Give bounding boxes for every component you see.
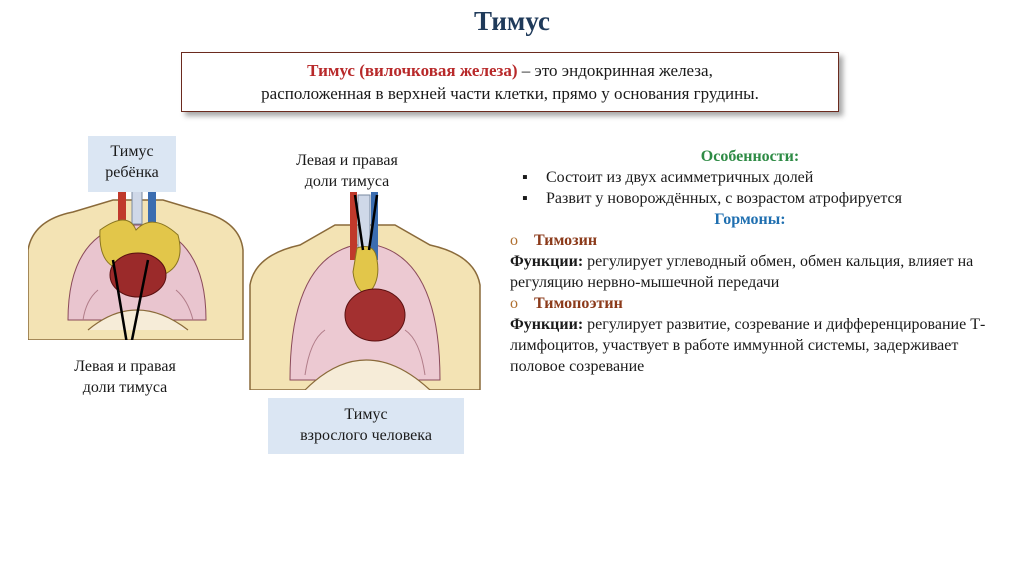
circle-bullet-icon: o — [510, 232, 518, 249]
adult-lobes-label-line-1: Левая и правая — [296, 152, 398, 169]
definition-line-1 — [182, 59, 838, 82]
adult-lobes-label — [262, 150, 432, 192]
definition-box — [181, 52, 839, 112]
bullet-icon: ▪ — [522, 169, 528, 186]
hormones-header: Гормоны: — [714, 211, 786, 228]
hormone-item — [510, 230, 990, 293]
child-lobes-label-line-2: доли тимуса — [82, 379, 168, 396]
circle-bullet-icon: o — [510, 295, 518, 312]
definition-rest: – это эндокринная железа, — [517, 61, 713, 80]
page-title: Тимус — [474, 6, 550, 36]
info-panel — [510, 146, 990, 377]
child-thymus-label-line-2: ребёнка — [105, 164, 159, 181]
adult-thymus-label-line-2: взрослого человека — [300, 427, 432, 444]
hormone-name: Тимозин — [534, 232, 598, 249]
child-thorax-illustration — [28, 190, 246, 340]
child-thymus-label-line-1: Тимус — [110, 143, 154, 160]
definition-term: Тимус (вилочковая железа) — [307, 61, 518, 80]
hormone-functions — [510, 314, 990, 377]
adult-lobes-label-line-2: доли тимуса — [304, 173, 390, 190]
adult-thymus-label — [268, 398, 464, 454]
functions-text: регулирует развитие, созревание и дифференцирование Т-лимфоцитов, участвует в работе иммунной системы, задерживает половое созревание — [510, 316, 986, 375]
functions-label: Функции: — [510, 316, 584, 333]
child-lobes-label-line-1: Левая и правая — [74, 358, 176, 375]
feature-item — [522, 167, 990, 188]
feature-text: Развит у новорождённых, с возрастом атрофируется — [546, 190, 903, 207]
bullet-icon: ▪ — [522, 190, 528, 207]
feature-item — [522, 188, 990, 209]
hormone-functions — [510, 251, 990, 293]
child-lobes-label — [40, 356, 210, 398]
child-thymus-label — [88, 136, 176, 192]
definition-line-2: расположенная в верхней части клетки, прямо у основания грудины. — [261, 84, 759, 103]
hormone-item — [510, 293, 990, 377]
features-header: Особенности: — [700, 148, 800, 165]
functions-text: регулирует углеводный обмен, обмен кальция, влияет на регуляцию нервно-мышечной передачи — [510, 253, 974, 291]
adult-thorax-illustration — [245, 190, 485, 390]
functions-label: Функции: — [510, 253, 584, 270]
feature-text: Состоит из двух асимметричных долей — [546, 169, 814, 186]
adult-thymus-label-line-1: Тимус — [344, 406, 388, 423]
hormone-name: Тимопоэтин — [534, 295, 623, 312]
